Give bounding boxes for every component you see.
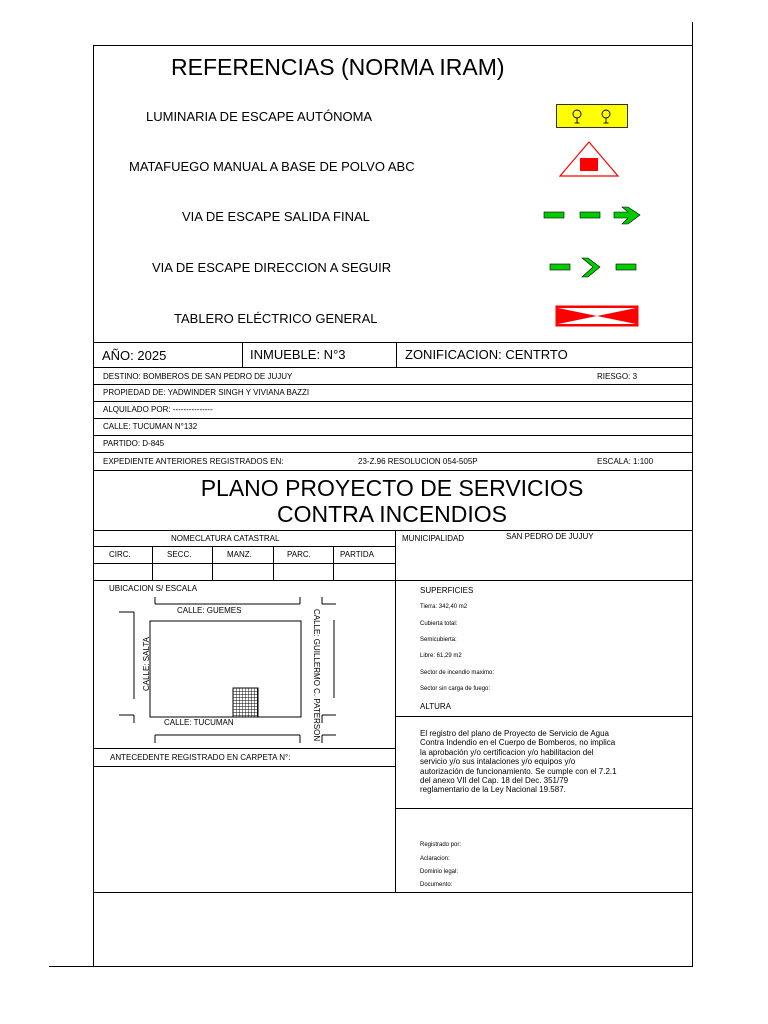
reference-label-panel: TABLERO ELÉCTRICO GENERAL (174, 311, 378, 326)
electrical-panel-icon (555, 305, 639, 327)
divider (395, 808, 693, 809)
municipality-value: SAN PEDRO DE JUJUY (506, 532, 594, 541)
legal-note-line: la aprobación y/o certificacion y/o habilitacion del (420, 747, 594, 757)
legal-note-line: Contra Indendio en el Cuerpo de Bomberos, no implica (420, 738, 616, 748)
surface-fire-sector: Sector de incendio maximo: (420, 670, 495, 676)
divider (152, 546, 153, 580)
final-exit-route-icon (542, 206, 644, 226)
reference-label-direction: VIA DE ESCAPE DIRECCION A SEGUIR (152, 260, 392, 275)
risk-label: RIESGO: 3 (597, 372, 638, 381)
divider (93, 530, 693, 531)
divider (93, 563, 395, 564)
surfaces-title: SUPERFICIES (420, 586, 474, 595)
divider (396, 342, 397, 367)
divider (93, 580, 693, 581)
frame-top (93, 45, 693, 46)
references-title: REFERENCIAS (NORMA IRAM) (171, 54, 505, 80)
divider (93, 546, 395, 547)
divider (93, 401, 693, 402)
surface-no-fire-load: Sector sin carga de fuego: (420, 686, 491, 692)
legal-note-line: reglamentario de la Ley Nacional 19.587. (420, 785, 566, 795)
divider (333, 546, 334, 580)
divider (93, 892, 693, 893)
plan-title-line2: CONTRA INCENDIOS (276, 501, 508, 527)
divider (93, 367, 693, 368)
fire-extinguisher-icon (558, 140, 620, 178)
legal-domain-label: Dominio legal: (420, 869, 459, 875)
street-left-label: CALLE: SALTA (142, 637, 151, 691)
owner-label: PROPIEDAD DE: YADWINDER SINGH Y VIVIANA BAZZI (103, 388, 310, 397)
property-number: INMUEBLE: N°3 (250, 347, 346, 362)
year-label: AÑO: 2025 (102, 348, 167, 363)
plan-title-line1: PLANO PROYECTO DE SERVICIOS (200, 475, 584, 501)
emergency-light-icon (556, 104, 628, 128)
divider (93, 452, 693, 453)
divider (93, 766, 395, 767)
legal-note-line: El registro del plano de Proyecto de Servicio de Agua (420, 729, 610, 738)
reference-label-light: LUMINARIA DE ESCAPE AUTÓNOMA (146, 109, 373, 124)
escape-direction-icon (548, 257, 640, 279)
previous-file-label: EXPEDIENTE ANTERIORES REGISTRADOS EN: (103, 457, 284, 466)
divider (93, 384, 693, 385)
previous-record-label: ANTECEDENTE REGISTRADO EN CARPETA N°: (110, 753, 291, 762)
divider (273, 546, 274, 580)
legal-note-line: autorización de funcionamiento. Se cumple con el 7.2.1 (420, 766, 617, 776)
surface-free: Libre: 61,29 m2 (420, 653, 462, 659)
legal-note (420, 729, 690, 795)
column-partida: PARTIDA (340, 550, 374, 559)
catastral-header: NOMECLATURA CATASTRAL (171, 534, 280, 543)
municipality-label: MUNICIPALIDAD (402, 534, 465, 543)
scale-label: ESCALA: 1:100 (597, 457, 654, 466)
street-label: CALLE: TUCUMAN N°132 (103, 422, 198, 431)
column-secc: SECC. (167, 550, 192, 559)
divider (93, 748, 395, 749)
reference-label-extinguisher: MATAFUEGO MANUAL A BASE DE POLVO ABC (129, 159, 415, 174)
divider (395, 748, 396, 892)
district-label: PARTIDO: D-845 (103, 439, 165, 448)
column-parc: PARC. (287, 550, 311, 559)
location-label: UBICACION S/ ESCALA (109, 584, 198, 593)
frame-right (692, 22, 693, 967)
divider (93, 435, 693, 436)
document-label: Documento: (420, 882, 453, 888)
surface-covered: Cubierta total: (420, 621, 458, 627)
street-top-label: CALLE: GUEMES (177, 606, 242, 615)
surface-land: Tierra: 342,40 m2 (420, 604, 468, 610)
divider (93, 342, 693, 343)
reference-label-final-exit: VIA DE ESCAPE SALIDA FINAL (182, 209, 370, 224)
zoning-label: ZONIFICACION: CENTRTO (405, 347, 568, 362)
column-circ: CIRC. (109, 550, 131, 559)
street-bottom-label: CALLE: TUCUMAN (164, 718, 234, 727)
legal-note-line: servicio y/o sus intalaciones y/o equipos y/o (420, 757, 576, 767)
destination-label: DESTINO: BOMBEROS DE SAN PEDRO DE JUJUY (103, 372, 293, 381)
divider (395, 716, 693, 717)
previous-file-value: 23-Z.96 RESOLUCION 054-505P (358, 457, 478, 466)
height-label: ALTURA (420, 702, 451, 711)
street-right-label: CALLE: GUILLERMO C. PATERSON (312, 609, 321, 742)
divider (242, 342, 243, 367)
legal-note-line: del anexo VII del Cap. 18 del Dec. 351/79 (420, 776, 569, 786)
frame-bottom (49, 966, 693, 967)
divider (93, 418, 693, 419)
divider (93, 470, 693, 471)
surface-semicovered: Semicubierta: (420, 637, 457, 643)
column-manz: MANZ. (227, 550, 252, 559)
divider (212, 546, 213, 580)
registered-by-label: Registrado por: (420, 842, 462, 848)
rented-by-label: ALQUILADO POR: --------------- (103, 405, 213, 414)
clarification-label: Aclaracion: (420, 856, 450, 862)
